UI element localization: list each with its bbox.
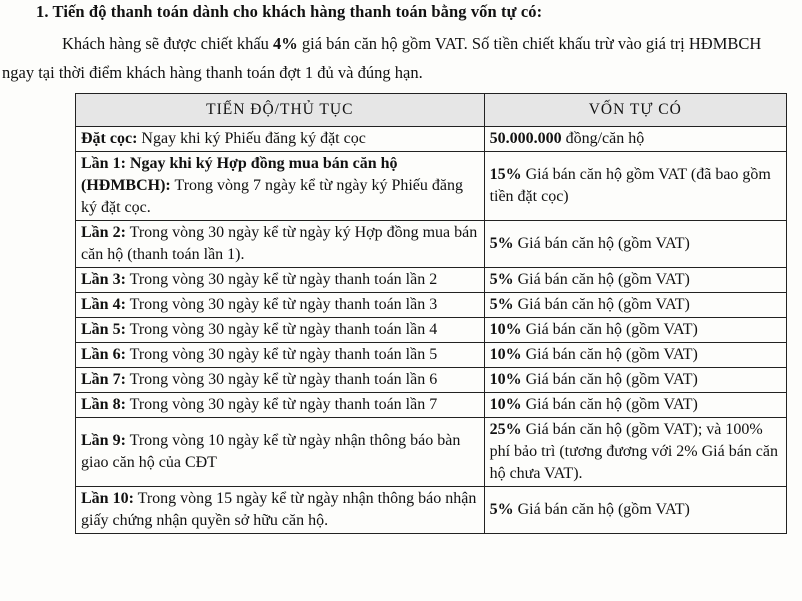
table-row bbox=[76, 268, 787, 293]
stage-description: Trong vòng 30 ngày kể từ ngày ký Hợp đồng mua bán căn hộ (thanh toán lần 1). bbox=[81, 224, 478, 263]
amount-value: 10% bbox=[489, 371, 522, 388]
progress-cell bbox=[76, 318, 485, 343]
amount-description: Giá bán căn hộ (gồm VAT) bbox=[521, 396, 698, 413]
stage-label: Lần 10: bbox=[81, 490, 134, 507]
amount-description: Giá bán căn hộ (gồm VAT) bbox=[521, 321, 698, 338]
amount-cell bbox=[484, 221, 786, 268]
amount-cell bbox=[484, 343, 786, 368]
amount-cell bbox=[484, 368, 786, 393]
progress-cell bbox=[76, 368, 485, 393]
amount-value: 50.000.000 bbox=[489, 130, 562, 147]
amount-description: Giá bán căn hộ (gồm VAT) bbox=[513, 235, 690, 252]
stage-label: Lần 9: bbox=[81, 432, 126, 449]
table-row bbox=[76, 393, 787, 418]
section-number: 1. bbox=[36, 2, 49, 21]
section-heading bbox=[36, 2, 542, 22]
section-title: Tiến độ thanh toán dành cho khách hàng thanh toán bằng vốn tự có: bbox=[52, 2, 543, 21]
amount-cell bbox=[484, 393, 786, 418]
table-row bbox=[76, 152, 787, 221]
discount-value: 4% bbox=[273, 34, 298, 53]
amount-value: 5% bbox=[489, 501, 514, 518]
amount-value: 15% bbox=[489, 166, 522, 183]
stage-label: Lần 5: bbox=[81, 321, 126, 338]
amount-description: Giá bán căn hộ (gồm VAT) bbox=[513, 271, 690, 288]
progress-cell bbox=[76, 393, 485, 418]
amount-value: 5% bbox=[489, 296, 514, 313]
amount-cell bbox=[484, 268, 786, 293]
stage-description: Trong vòng 30 ngày kể từ ngày thanh toán lần 2 bbox=[125, 271, 438, 288]
table-row bbox=[76, 318, 787, 343]
stage-label: Lần 3: bbox=[81, 271, 126, 288]
amount-description: Giá bán căn hộ gồm VAT (đã bao gồm tiền đặt cọc) bbox=[489, 166, 771, 205]
stage-label: Lần 8: bbox=[81, 396, 126, 413]
amount-value: 5% bbox=[489, 235, 514, 252]
intro-text-cont: giá bán căn hộ gồm VAT. Số tiền chiết khấu trừ vào giá trị HĐMBCH bbox=[297, 34, 762, 53]
amount-description: Giá bán căn hộ (gồm VAT) bbox=[521, 371, 698, 388]
stage-label: Đặt cọc: bbox=[81, 130, 138, 147]
stage-description: Trong vòng 10 ngày kể từ ngày nhận thông báo bàn giao căn hộ của CĐT bbox=[81, 432, 461, 471]
amount-value: 5% bbox=[489, 271, 514, 288]
header-own-capital: VỐN TỰ CÓ bbox=[484, 94, 786, 127]
intro-text: Khách hàng sẽ được chiết khấu bbox=[62, 34, 274, 53]
table-row bbox=[76, 368, 787, 393]
amount-cell bbox=[484, 127, 786, 152]
amount-value: 10% bbox=[489, 396, 522, 413]
stage-description: Trong vòng 7 ngày kể từ ngày ký Phiếu đăng ký đặt cọc. bbox=[81, 177, 463, 216]
stage-description: Trong vòng 30 ngày kể từ ngày thanh toán lần 5 bbox=[125, 346, 438, 363]
header-progress: TIẾN ĐỘ/THỦ TỤC bbox=[76, 94, 485, 127]
progress-cell bbox=[76, 487, 485, 534]
progress-cell bbox=[76, 293, 485, 318]
progress-cell bbox=[76, 127, 485, 152]
progress-cell bbox=[76, 268, 485, 293]
amount-cell bbox=[484, 293, 786, 318]
stage-description: Trong vòng 30 ngày kể từ ngày thanh toán lần 6 bbox=[125, 371, 438, 388]
payment-schedule-table bbox=[75, 93, 787, 534]
stage-label: Lần 4: bbox=[81, 296, 126, 313]
table-row bbox=[76, 293, 787, 318]
amount-description: Giá bán căn hộ (gồm VAT); và 100% phí bảo trì (tương đương với 2% Giá bán căn hộ chưa VAT). bbox=[489, 421, 779, 482]
amount-value: 10% bbox=[489, 321, 522, 338]
progress-cell bbox=[76, 221, 485, 268]
table-row bbox=[76, 418, 787, 487]
amount-cell bbox=[484, 487, 786, 534]
stage-label: Lần 1: Ngay khi ký Hợp đồng mua bán căn hộ (HĐMBCH): bbox=[81, 155, 398, 194]
stage-label: Lần 7: bbox=[81, 371, 126, 388]
progress-cell bbox=[76, 343, 485, 368]
amount-description: đồng/căn hộ bbox=[561, 130, 645, 147]
stage-description: Ngay khi ký Phiếu đăng ký đặt cọc bbox=[137, 130, 366, 147]
amount-description: Giá bán căn hộ (gồm VAT) bbox=[513, 501, 690, 518]
table-header-row bbox=[76, 94, 787, 127]
table-row bbox=[76, 343, 787, 368]
stage-description: Trong vòng 30 ngày kể từ ngày thanh toán lần 4 bbox=[125, 321, 438, 338]
amount-cell bbox=[484, 152, 786, 221]
amount-cell bbox=[484, 418, 786, 487]
amount-cell bbox=[484, 318, 786, 343]
intro-line-2: ngay tại thời điểm khách hàng thanh toán đợt 1 đủ và đúng hạn. bbox=[2, 63, 423, 82]
intro-line-1 bbox=[62, 34, 761, 54]
progress-cell bbox=[76, 152, 485, 221]
table-row bbox=[76, 487, 787, 534]
amount-value: 10% bbox=[489, 346, 522, 363]
stage-description: Trong vòng 30 ngày kể từ ngày thanh toán lần 7 bbox=[125, 396, 438, 413]
stage-label: Lần 6: bbox=[81, 346, 126, 363]
table-row bbox=[76, 127, 787, 152]
amount-value: 25% bbox=[489, 421, 522, 438]
stage-description: Trong vòng 30 ngày kể từ ngày thanh toán lần 3 bbox=[125, 296, 438, 313]
progress-cell bbox=[76, 418, 485, 487]
amount-description: Giá bán căn hộ (gồm VAT) bbox=[521, 346, 698, 363]
stage-description: Trong vòng 15 ngày kể từ ngày nhận thông báo nhận giấy chứng nhận quyền sở hữu căn hộ. bbox=[81, 490, 477, 529]
stage-label: Lần 2: bbox=[81, 224, 126, 241]
table-row bbox=[76, 221, 787, 268]
amount-description: Giá bán căn hộ (gồm VAT) bbox=[513, 296, 690, 313]
